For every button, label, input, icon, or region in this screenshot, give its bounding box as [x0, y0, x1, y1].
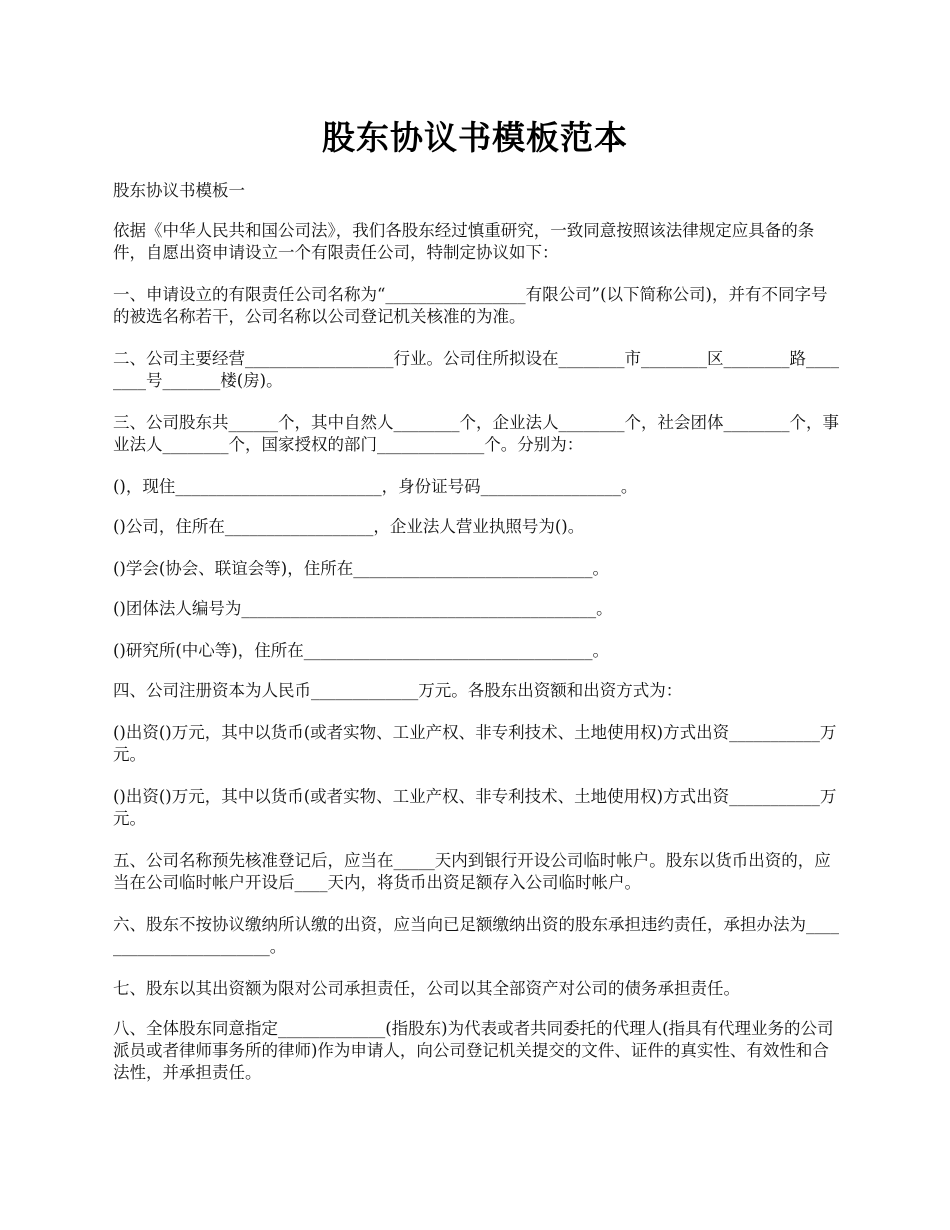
paragraph-clause-7: 七、股东以其出资额为限对公司承担责任，公司以其全部资产对公司的债务承担责任。: [113, 979, 740, 998]
document-title: 股东协议书模板范本: [322, 118, 628, 157]
paragraph-shareholder-person: ()，现住_________________________，身份证号码_________________。: [113, 477, 638, 496]
paragraph-clause-8: 八、全体股东同意指定_____________(指股东)为代表或者共同委托的代理人(指具有代理业务的公司派员或者律师事务所的律师)作为申请人，向公司登记机关提交的文件、证件的真实性、有效性和合法性，并承担责任。: [113, 1019, 834, 1082]
paragraph-intro: 依据《中华人民共和国公司法》，我们各股东经过慎重研究，一致同意按照该法律规定应具备的条件，自愿出资申请设立一个有限责任公司，特制定协议如下：: [113, 221, 815, 262]
paragraph-shareholder-institute: ()研究所(中心等)，住所在___________________________________。: [113, 641, 609, 660]
paragraph-shareholder-company: ()公司，住所在__________________，企业法人营业执照号为()。: [113, 517, 585, 536]
paragraph-shareholder-group: ()团体法人编号为___________________________________________。: [113, 599, 613, 618]
paragraph-clause-3: 三、公司股东共______个，其中自然人________个，企业法人________个，社会团体________个，事业法人________个，国家授权的部门_____________个。分别为：: [113, 413, 839, 454]
paragraph-clause-4: 四、公司注册资本为人民币_____________万元。各股东出资额和出资方式为：: [113, 681, 683, 700]
paragraph-clause-1: 一、申请设立的有限责任公司名称为“_________________有限公司”(以下简称公司)，并有不同字号的被选名称若干，公司名称以公司登记机关核准的为准。: [113, 285, 828, 326]
paragraph-contribution-2: ()出资()万元，其中以货币(或者实物、工业产权、非专利技术、土地使用权)方式出资___________万元。: [113, 787, 837, 828]
paragraph-contribution-1: ()出资()万元，其中以货币(或者实物、工业产权、非专利技术、土地使用权)方式出资___________万元。: [113, 723, 837, 764]
paragraph-shareholder-association: ()学会(协会、联谊会等)，住所在_____________________________。: [113, 559, 609, 578]
paragraph-clause-6: 六、股东不按协议缴纳所认缴的出资，应当向已足额缴纳出资的股东承担违约责任，承担办法为_______________________。: [113, 915, 839, 956]
paragraph-template-heading: 股东协议书模板一: [113, 181, 245, 200]
paragraph-clause-2: 二、公司主要经营__________________行业。公司住所拟设在________市________区________路________号_______楼(房)。: [113, 349, 839, 390]
paragraph-clause-5: 五、公司名称预先核准登记后，应当在_____天内到银行开设公司临时帐户。股东以货币出资的，应当在公司临时帐户开设后____天内，将货币出资足额存入公司临时帐户。: [113, 851, 831, 892]
